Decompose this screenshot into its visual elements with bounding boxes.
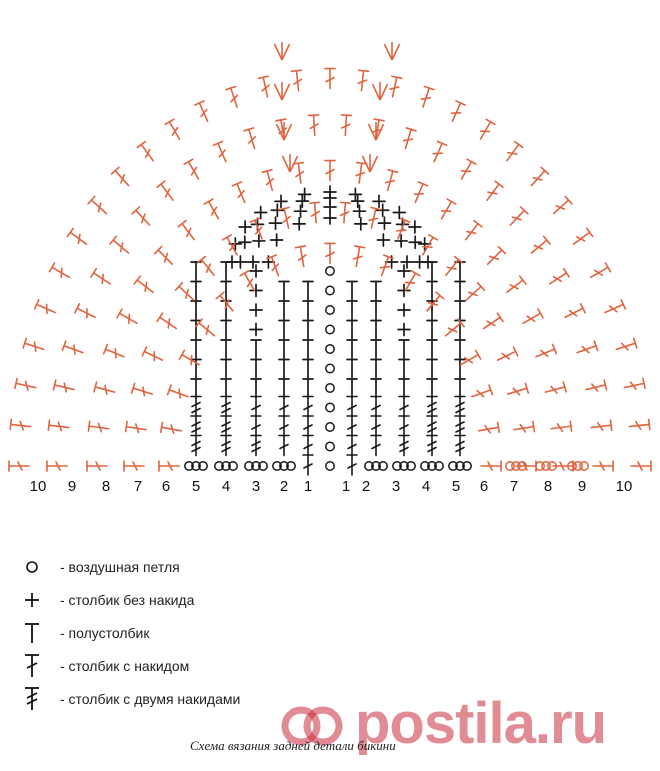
- sc-symbol: [296, 195, 308, 207]
- single-crochet-icon: [20, 586, 48, 614]
- hdc-symbol: [221, 360, 231, 378]
- dc-symbol: [23, 338, 45, 354]
- sc-symbol: [299, 188, 311, 200]
- dc-symbol: [593, 461, 613, 471]
- dc-symbol: [262, 170, 277, 192]
- dc-symbol: [258, 76, 272, 98]
- sc-symbol: [355, 218, 367, 230]
- tr-symbol: [455, 416, 465, 436]
- hdc-symbol: [455, 340, 465, 358]
- row-number-left: 7: [133, 478, 143, 495]
- chain-symbol: [326, 364, 334, 372]
- sc-symbol: [239, 221, 251, 233]
- legend-label: - полустолбик: [60, 624, 150, 641]
- dc-symbol: [504, 276, 526, 296]
- shell-symbol: [274, 42, 289, 60]
- row-number-left: 10: [29, 478, 47, 495]
- tr-symbol: [427, 416, 437, 436]
- dc-symbol: [521, 309, 543, 328]
- hdc-symbol: [303, 379, 313, 397]
- dc-symbol: [53, 380, 75, 394]
- hdc-symbol: [347, 340, 357, 358]
- tr-symbol: [191, 436, 201, 456]
- dc-symbol: [293, 163, 306, 184]
- dc-symbol: [137, 142, 157, 164]
- dc-symbol: [303, 416, 313, 436]
- row-number-left: 3: [251, 478, 261, 495]
- dc-symbol: [303, 436, 313, 456]
- dc-symbol: [399, 416, 409, 436]
- dc-symbol: [347, 397, 357, 417]
- dc-symbol: [591, 420, 612, 432]
- legend-item-double-crochet: [20, 649, 350, 682]
- double-crochet-icon: [20, 652, 48, 680]
- dc-symbol: [462, 221, 482, 243]
- dc-symbol: [442, 319, 464, 340]
- row-number-left: 2: [279, 478, 289, 495]
- hdc-symbol: [279, 360, 289, 378]
- sc-symbol: [395, 235, 407, 247]
- dc-symbol: [50, 263, 72, 282]
- dc-symbol: [399, 397, 409, 417]
- chain-symbol: [326, 423, 334, 431]
- dc-symbol: [161, 422, 182, 435]
- hdc-symbol: [279, 301, 289, 319]
- dc-symbol: [401, 128, 416, 150]
- dc-symbol: [279, 397, 289, 417]
- hdc-symbol: [371, 321, 381, 339]
- dc-symbol: [9, 461, 29, 471]
- row-number-right: 6: [479, 478, 489, 495]
- dc-symbol: [159, 461, 179, 471]
- dc-symbol: [347, 455, 357, 475]
- dc-symbol: [124, 461, 144, 471]
- row-number-right: 10: [615, 478, 633, 495]
- half-double-crochet-icon: [20, 619, 48, 647]
- dc-symbol: [134, 276, 156, 296]
- hdc-symbol: [455, 301, 465, 319]
- dc-symbol: [142, 347, 164, 365]
- dc-symbol: [481, 461, 501, 471]
- dc-symbol: [351, 246, 364, 267]
- hdc-symbol: [347, 360, 357, 378]
- sc-symbol: [247, 256, 259, 268]
- sc-symbol: [234, 256, 246, 268]
- row-number-right: 5: [451, 478, 461, 495]
- dc-symbol: [295, 246, 308, 267]
- dc-symbol: [371, 416, 381, 436]
- sc-symbol: [250, 324, 262, 336]
- hdc-symbol: [399, 379, 409, 397]
- row-number-right: 1: [341, 478, 351, 495]
- hdc-symbol: [371, 360, 381, 378]
- sc-symbol: [250, 265, 262, 277]
- dc-symbol: [155, 247, 176, 268]
- dc-symbol: [603, 300, 625, 317]
- legend-item-single-crochet: [20, 583, 350, 616]
- sc-symbol: [349, 188, 361, 200]
- dc-symbol: [463, 283, 484, 304]
- hdc-symbol: [279, 321, 289, 339]
- dc-symbol: [534, 345, 556, 362]
- tr-symbol: [221, 436, 231, 456]
- dc-symbol: [418, 87, 434, 109]
- row-number-left: 9: [67, 478, 77, 495]
- legend-label: - столбик с двумя накидами: [60, 690, 241, 707]
- hdc-symbol: [251, 340, 261, 358]
- watermark-text: postila.ru: [355, 691, 607, 756]
- hdc-symbol: [251, 360, 261, 378]
- dc-symbol: [75, 304, 97, 322]
- legend-item-chain: [20, 550, 350, 583]
- dc-symbol: [547, 269, 569, 288]
- dc-symbol: [507, 207, 528, 228]
- dc-symbol: [291, 70, 303, 91]
- hdc-symbol: [221, 282, 231, 300]
- hdc-symbol: [221, 379, 231, 397]
- dc-symbol: [88, 421, 109, 434]
- dc-symbol: [178, 221, 198, 243]
- chart-caption: Схема вязания задней детали бикини: [190, 738, 396, 753]
- treble-crochet-icon: [20, 685, 48, 713]
- chain-symbol: [326, 442, 334, 450]
- tr-symbol: [191, 416, 201, 436]
- dc-symbol: [267, 255, 283, 277]
- shell-symbol: [276, 122, 291, 140]
- hdc-symbol: [303, 282, 313, 300]
- sc-symbol: [377, 234, 389, 246]
- dc-symbol: [588, 263, 610, 282]
- sc-symbol: [255, 207, 267, 219]
- dc-symbol: [87, 461, 107, 471]
- dc-symbol: [195, 101, 212, 123]
- sc-symbol: [398, 265, 410, 277]
- dc-symbol: [279, 436, 289, 456]
- dc-symbol: [354, 163, 367, 184]
- tr-symbol: [427, 397, 437, 417]
- dc-symbol: [126, 422, 147, 435]
- hdc-symbol: [221, 321, 231, 339]
- dc-symbol: [371, 436, 381, 456]
- dc-symbol: [347, 416, 357, 436]
- hdc-symbol: [191, 262, 201, 280]
- hdc-symbol: [279, 379, 289, 397]
- chain-symbol: [326, 267, 334, 275]
- sc-symbol: [401, 256, 413, 268]
- dc-symbol: [513, 422, 534, 435]
- hdc-symbol: [427, 360, 437, 378]
- dc-symbol: [550, 421, 571, 434]
- hdc-symbol: [279, 340, 289, 358]
- dc-symbol: [226, 87, 242, 109]
- tr-symbol: [455, 397, 465, 417]
- sc-symbol: [270, 217, 282, 229]
- dc-symbol: [340, 115, 351, 136]
- dc-symbol: [157, 181, 177, 203]
- hdc-symbol: [371, 340, 381, 358]
- sc-symbol: [293, 218, 305, 230]
- dc-symbol: [213, 141, 230, 163]
- hdc-symbol: [221, 262, 231, 280]
- dc-symbol: [91, 269, 113, 288]
- dc-symbol: [165, 119, 184, 141]
- dc-symbol: [388, 76, 402, 98]
- dc-symbol: [104, 345, 126, 362]
- row-number-left: 4: [221, 478, 231, 495]
- dc-symbol: [62, 341, 84, 357]
- hdc-symbol: [399, 340, 409, 358]
- dc-symbol: [279, 416, 289, 436]
- tr-symbol: [399, 436, 409, 456]
- dc-symbol: [309, 115, 320, 136]
- row-number-left: 1: [303, 478, 313, 495]
- hdc-symbol: [279, 282, 289, 300]
- dc-symbol: [563, 304, 585, 322]
- dc-symbol: [157, 313, 179, 333]
- dc-symbol: [495, 347, 517, 365]
- dc-symbol: [448, 101, 465, 123]
- sc-symbol: [414, 256, 426, 268]
- hdc-symbol: [191, 301, 201, 319]
- dc-symbol: [377, 255, 393, 277]
- tr-symbol: [191, 397, 201, 417]
- dc-symbol: [347, 436, 357, 456]
- dc-symbol: [303, 397, 313, 417]
- hdc-symbol: [303, 360, 313, 378]
- hdc-symbol: [427, 340, 437, 358]
- dc-symbol: [47, 461, 67, 471]
- dc-symbol: [503, 142, 523, 164]
- tr-symbol: [221, 416, 231, 436]
- hdc-symbol: [347, 379, 357, 397]
- legend-item-half-double-crochet: [20, 616, 350, 649]
- shell-symbol: [372, 82, 387, 100]
- hdc-symbol: [399, 360, 409, 378]
- sc-symbol: [250, 304, 262, 316]
- dc-symbol: [251, 416, 261, 436]
- dc-symbol: [196, 319, 218, 340]
- dc-symbol: [476, 119, 495, 141]
- hdc-symbol: [455, 262, 465, 280]
- hdc-symbol: [303, 301, 313, 319]
- hdc-symbol: [303, 321, 313, 339]
- hdc-symbol: [427, 282, 437, 300]
- hdc-symbol: [251, 379, 261, 397]
- tr-symbol: [427, 436, 437, 456]
- dc-symbol: [325, 243, 335, 263]
- dc-symbol: [132, 383, 154, 398]
- sc-symbol: [295, 205, 307, 217]
- sc-symbol: [378, 217, 390, 229]
- dc-symbol: [176, 283, 197, 304]
- chain-symbol: [326, 286, 334, 294]
- sc-symbol: [253, 235, 265, 247]
- dc-symbol: [481, 313, 503, 333]
- dc-symbol: [470, 385, 492, 401]
- dc-symbol: [117, 309, 139, 328]
- dc-symbol: [15, 378, 37, 392]
- tr-symbol: [221, 397, 231, 417]
- hdc-symbol: [191, 340, 201, 358]
- dc-symbol: [371, 397, 381, 417]
- dc-symbol: [437, 199, 456, 221]
- hdc-symbol: [191, 379, 201, 397]
- dc-symbol: [544, 382, 566, 397]
- dc-symbol: [110, 236, 132, 257]
- legend-label: - столбик с накидом: [60, 657, 190, 674]
- dc-symbol: [615, 338, 637, 354]
- sc-symbol: [353, 205, 365, 217]
- tr-symbol: [455, 436, 465, 456]
- chain-symbol: [326, 306, 334, 314]
- tr-symbol: [251, 436, 261, 456]
- sc-symbol: [239, 236, 251, 248]
- dc-symbol: [550, 196, 572, 217]
- chain-symbol: [326, 345, 334, 353]
- dc-symbol: [48, 420, 69, 432]
- dc-symbol: [585, 380, 607, 394]
- hdc-symbol: [427, 379, 437, 397]
- sc-symbol: [409, 236, 421, 248]
- dc-symbol: [325, 161, 335, 181]
- dc-symbol: [232, 182, 249, 204]
- dc-symbol: [204, 199, 223, 221]
- chain-symbol: [326, 462, 334, 470]
- dc-symbol: [168, 385, 190, 401]
- row-number-right: 3: [391, 478, 401, 495]
- dc-symbol: [223, 235, 242, 257]
- dc-symbol: [528, 236, 550, 257]
- dc-symbol: [111, 167, 132, 189]
- hdc-symbol: [455, 282, 465, 300]
- hdc-symbol: [347, 321, 357, 339]
- hdc-symbol: [303, 340, 313, 358]
- hdc-symbol: [347, 301, 357, 319]
- chain-symbol: [580, 462, 588, 470]
- dc-symbol: [339, 202, 350, 223]
- row-number-right: 2: [361, 478, 371, 495]
- dc-symbol: [198, 256, 218, 278]
- row-number-left: 8: [101, 478, 111, 495]
- dc-symbol: [356, 70, 368, 91]
- dc-symbol: [411, 182, 428, 204]
- dc-symbol: [423, 292, 444, 314]
- dc-symbol: [430, 141, 447, 163]
- dc-symbol: [483, 181, 503, 203]
- dc-symbol: [94, 382, 116, 397]
- dc-symbol: [506, 383, 528, 398]
- dc-symbol: [184, 159, 203, 181]
- dc-symbol: [571, 228, 593, 248]
- chain-symbol: [326, 384, 334, 392]
- chain-icon: [20, 553, 48, 581]
- dc-symbol: [419, 235, 438, 257]
- hdc-symbol: [455, 379, 465, 397]
- sc-symbol: [393, 207, 405, 219]
- row-number-right: 8: [543, 478, 553, 495]
- hdc-symbol: [371, 379, 381, 397]
- shell-symbol: [384, 42, 399, 60]
- hdc-symbol: [221, 340, 231, 358]
- hdc-symbol: [191, 282, 201, 300]
- row-number-right: 9: [577, 478, 587, 495]
- sc-symbol: [409, 221, 421, 233]
- dc-symbol: [67, 228, 89, 248]
- legend: [20, 550, 350, 715]
- dc-symbol: [325, 69, 335, 89]
- dc-symbol: [629, 419, 650, 431]
- chain-symbol: [326, 325, 334, 333]
- dc-symbol: [457, 159, 476, 181]
- sc-symbol: [271, 234, 283, 246]
- dc-symbol: [303, 455, 313, 475]
- row-number-left: 6: [161, 478, 171, 495]
- legend-label: - столбик без накида: [60, 591, 195, 608]
- dc-symbol: [132, 207, 153, 228]
- dc-symbol: [310, 202, 321, 223]
- dc-symbol: [528, 167, 549, 189]
- sc-symbol: [398, 304, 410, 316]
- dc-symbol: [244, 128, 259, 150]
- shell-symbol: [274, 82, 289, 100]
- dc-symbol: [478, 422, 499, 435]
- dc-symbol: [10, 419, 31, 431]
- hdc-symbol: [371, 282, 381, 300]
- dc-symbol: [623, 378, 645, 392]
- dc-symbol: [35, 300, 57, 317]
- dc-symbol: [484, 247, 505, 268]
- dc-symbol: [251, 397, 261, 417]
- hdc-symbol: [427, 321, 437, 339]
- sc-symbol: [324, 212, 336, 224]
- hdc-symbol: [347, 282, 357, 300]
- sc-symbol: [352, 195, 364, 207]
- dc-symbol: [631, 461, 651, 471]
- dc-symbol: [383, 170, 398, 192]
- row-number-left: 5: [191, 478, 201, 495]
- row-number-right: 4: [421, 478, 431, 495]
- dc-symbol: [88, 196, 110, 217]
- shell-symbol: [368, 122, 383, 140]
- row-number-right: 7: [509, 478, 519, 495]
- sc-symbol: [398, 324, 410, 336]
- chain-symbol: [326, 403, 334, 411]
- dc-symbol: [575, 341, 597, 357]
- legend-label: - воздушная петля: [60, 558, 180, 575]
- hdc-symbol: [371, 301, 381, 319]
